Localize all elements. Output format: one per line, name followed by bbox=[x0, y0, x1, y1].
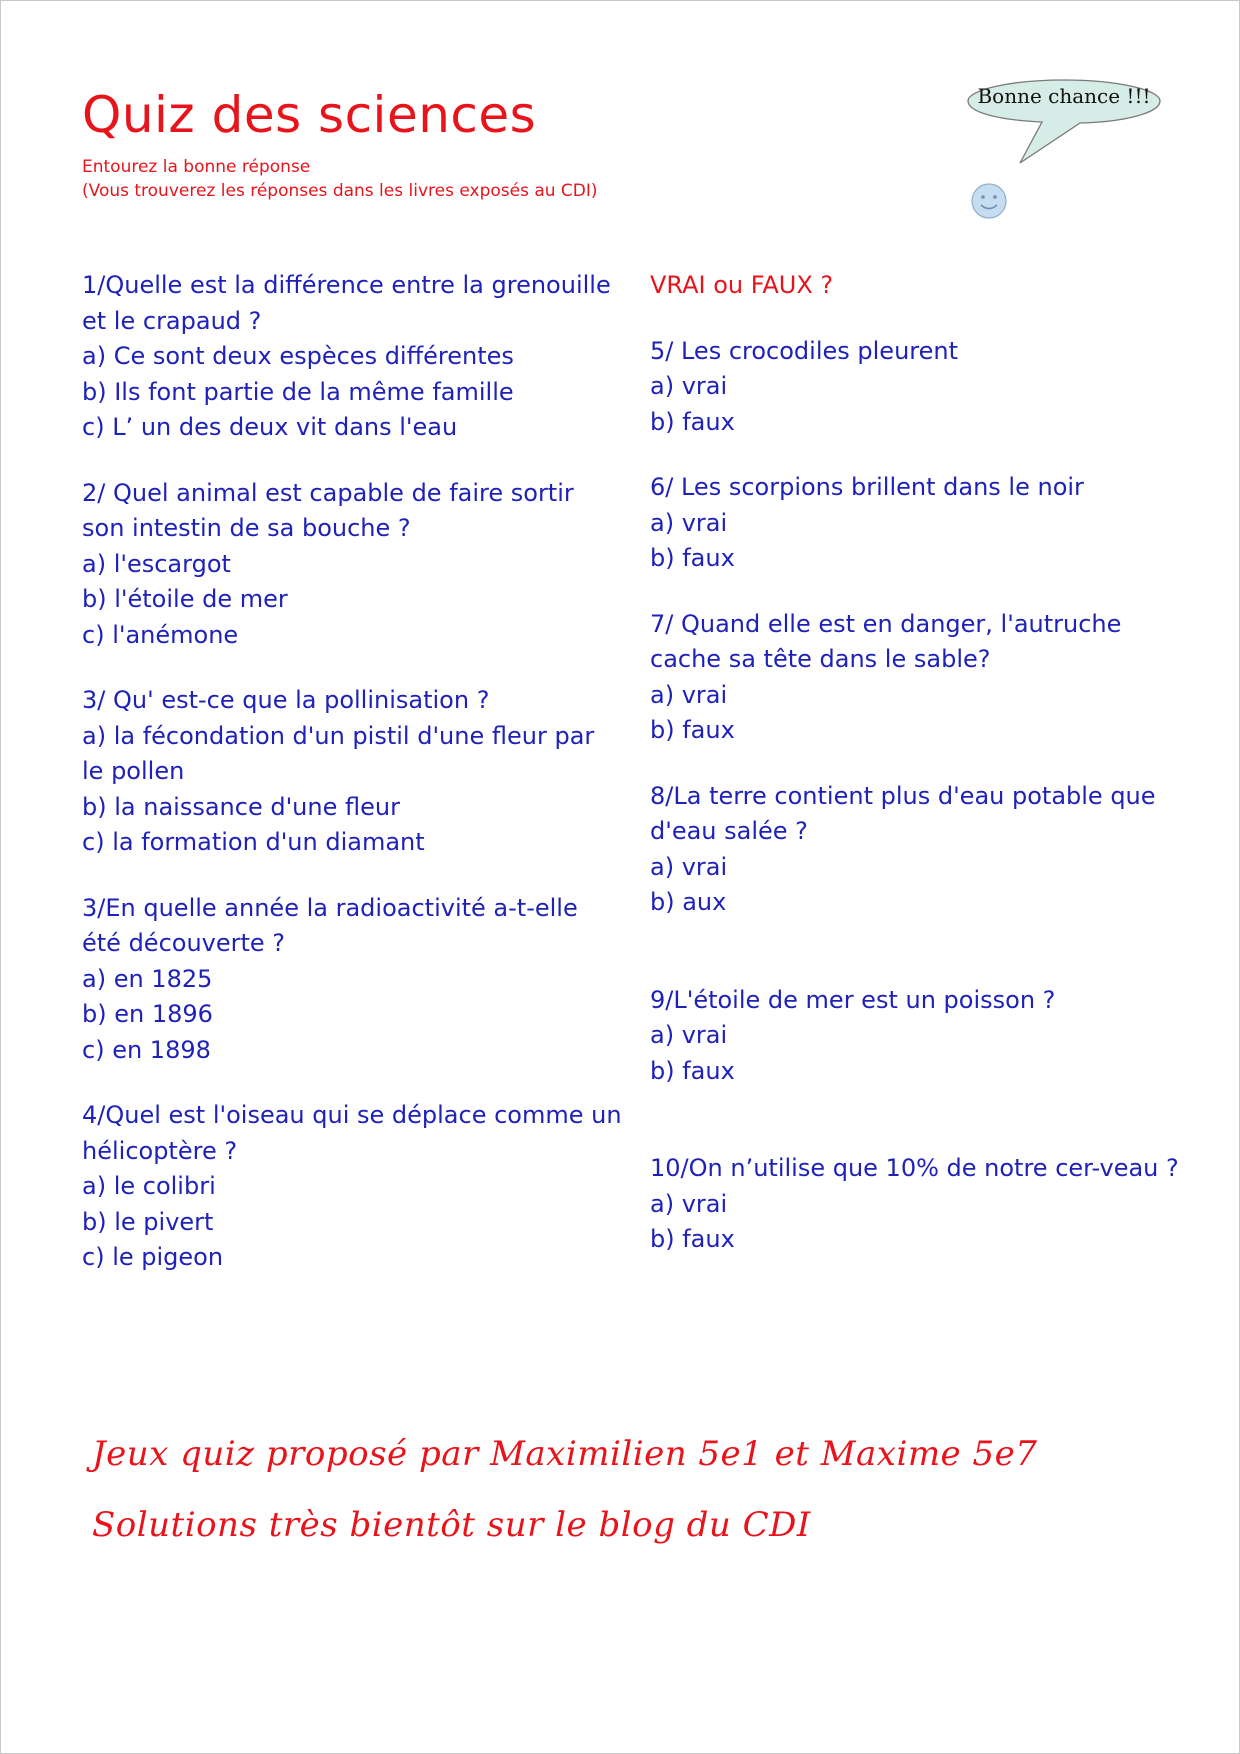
answer-option[interactable]: b) Ils font partie de la même famille bbox=[82, 377, 514, 406]
true-false-heading: VRAI ou FAUX ? bbox=[650, 271, 834, 299]
question-block bbox=[650, 607, 1180, 749]
answer-option[interactable]: a) en 1825 bbox=[82, 964, 213, 993]
instruction-note: (Vous trouverez les réponses dans les livres exposés au CDI) bbox=[82, 181, 598, 201]
answer-option[interactable]: a) vrai bbox=[650, 1189, 728, 1218]
answer-option[interactable]: a) la fécondation d'un pistil d'une fleur par le pollen bbox=[82, 721, 595, 785]
question-text: 1/Quelle est la différence entre la grenouille et le crapaud ? bbox=[82, 271, 611, 335]
question-text: 6/ Les scorpions brillent dans le noir bbox=[650, 473, 1084, 501]
answer-option[interactable]: b) le pivert bbox=[82, 1207, 214, 1236]
answer-option[interactable]: a) vrai bbox=[650, 852, 728, 881]
page-title: Quiz des sciences bbox=[82, 86, 537, 144]
question-block bbox=[82, 476, 622, 654]
answer-option[interactable]: b) aux bbox=[650, 888, 727, 916]
question-text: 3/ Qu' est-ce que la pollinisation ? bbox=[82, 686, 490, 714]
answer-option[interactable]: b) faux bbox=[650, 1056, 735, 1085]
right-question-column bbox=[650, 268, 1180, 1258]
answer-option[interactable]: c) L’ un des deux vit dans l'eau bbox=[82, 413, 458, 441]
question-text: 3/En quelle année la radioactivité a-t-elle été découverte ? bbox=[82, 893, 578, 957]
answer-option[interactable]: a) l'escargot bbox=[82, 549, 231, 578]
answer-option[interactable]: a) vrai bbox=[650, 372, 728, 400]
question-block bbox=[82, 891, 622, 1069]
question-block bbox=[650, 1151, 1180, 1258]
answer-option[interactable]: c) en 1898 bbox=[82, 1035, 211, 1064]
answer-option[interactable]: b) l'étoile de mer bbox=[82, 585, 288, 613]
answer-option[interactable]: c) le pigeon bbox=[82, 1243, 224, 1271]
question-block bbox=[650, 334, 1180, 441]
answer-option[interactable]: b) la naissance d'une fleur bbox=[82, 792, 400, 821]
instruction-text: Entourez la bonne réponse bbox=[82, 157, 311, 177]
speech-bubble-text: Bonne chance !!! bbox=[977, 84, 1151, 108]
question-block bbox=[650, 983, 1180, 1090]
footer-credits: Jeux quiz proposé par Maximilien 5e1 et Maxime 5e7 bbox=[92, 1434, 1038, 1474]
smiley-icon bbox=[970, 182, 1008, 224]
question-block bbox=[82, 1098, 622, 1276]
question-block bbox=[82, 268, 622, 446]
answer-option[interactable]: a) vrai bbox=[650, 508, 728, 537]
question-block bbox=[650, 470, 1180, 577]
question-text: 2/ Quel animal est capable de faire sortir son intestin de sa bouche ? bbox=[82, 478, 574, 542]
answer-option[interactable]: b) en 1896 bbox=[82, 1000, 213, 1028]
question-block bbox=[650, 779, 1180, 921]
question-text: 8/La terre contient plus d'eau potable que d'eau salée ? bbox=[650, 781, 1156, 845]
footer-solutions: Solutions très bientôt sur le blog du CDI bbox=[92, 1505, 811, 1545]
answer-option[interactable]: b) faux bbox=[650, 1225, 735, 1253]
question-block bbox=[82, 683, 622, 861]
question-text: 9/L'étoile de mer est un poisson ? bbox=[650, 985, 1056, 1014]
answer-option[interactable]: a) le colibri bbox=[82, 1172, 216, 1200]
left-question-column bbox=[82, 268, 622, 1306]
question-text: 4/Quel est l'oiseau qui se déplace comme un hélicoptère ? bbox=[82, 1101, 622, 1165]
answer-option[interactable]: a) vrai bbox=[650, 680, 728, 709]
answer-option[interactable]: c) l'anémone bbox=[82, 620, 239, 649]
question-text: 7/ Quand elle est en danger, l'autruche cache sa tête dans le sable? bbox=[650, 609, 1122, 673]
question-text: 10/On n’utilise que 10% de notre cer-veau ? bbox=[650, 1154, 1179, 1182]
answer-option[interactable]: b) faux bbox=[650, 407, 735, 436]
answer-option[interactable]: b) faux bbox=[650, 544, 735, 572]
answer-option[interactable]: c) la formation d'un diamant bbox=[82, 828, 425, 856]
answer-option[interactable]: b) faux bbox=[650, 716, 735, 744]
question-text: 5/ Les crocodiles pleurent bbox=[650, 336, 959, 365]
answer-option[interactable]: a) Ce sont deux espèces différentes bbox=[82, 342, 514, 370]
answer-option[interactable]: a) vrai bbox=[650, 1021, 728, 1049]
